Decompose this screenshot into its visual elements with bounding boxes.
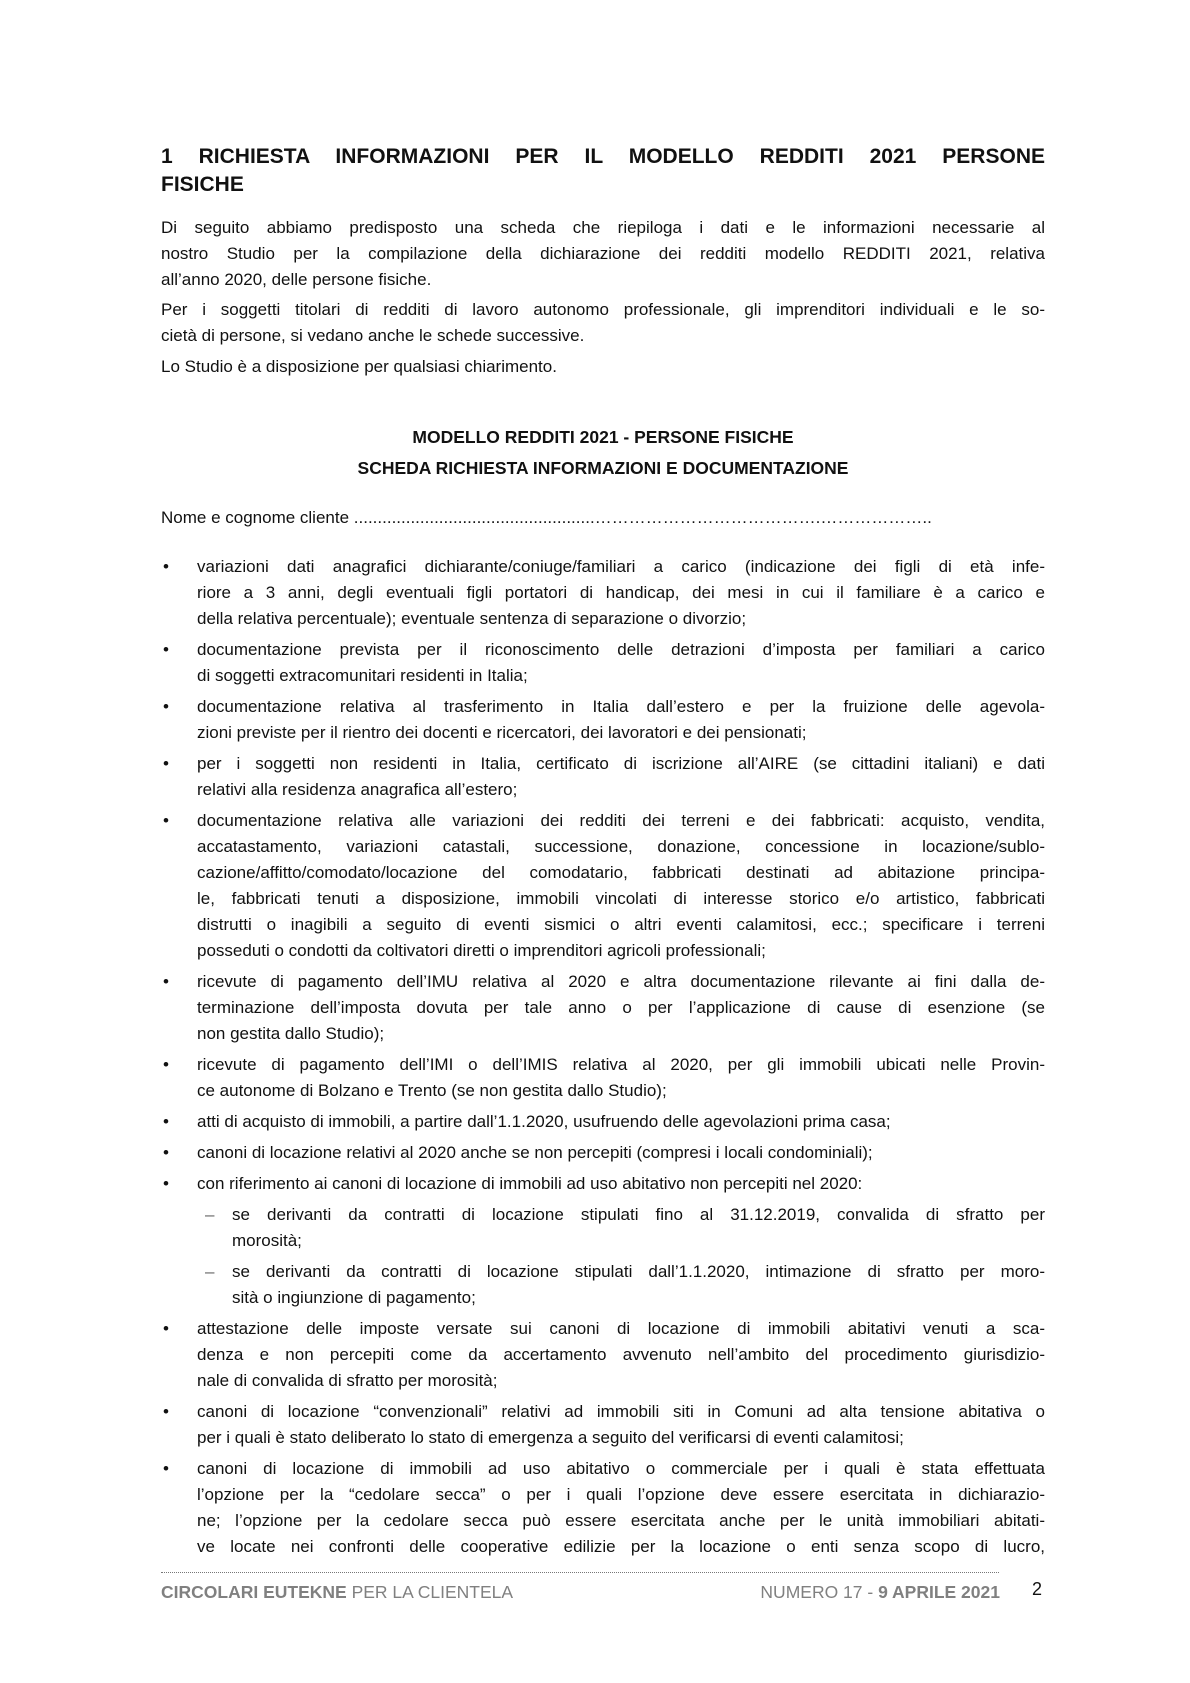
text-line: cazione/affitto/comodato/locazione del comodatario, fabbricati destinati ad abitazione principa-	[197, 863, 1045, 882]
footer-divider	[161, 1572, 999, 1573]
intro-paragraph-2	[161, 297, 1045, 349]
bullet-icon: •	[163, 640, 169, 659]
bullet-icon: •	[163, 1402, 169, 1421]
text-line: ne; l’opzione per la cedolare secca può essere esercitata anche per le unità immobiliari abitati-	[197, 1511, 1045, 1530]
bullet-icon: •	[163, 1459, 169, 1478]
text-line: riore a 3 anni, degli eventuali figli portatori di handicap, dei mesi in cui il familiare è a carico e	[197, 583, 1045, 602]
text-line: canoni di locazione di immobili ad uso abitativo o commerciale per i quali è stata effettuata	[197, 1459, 1045, 1478]
text-line: per i soggetti non residenti in Italia, certificato di iscrizione all’AIRE (se cittadini italiani) e dati	[197, 754, 1045, 773]
footer-issue-number: NUMERO 17 -	[760, 1582, 879, 1602]
text-line: ricevute di pagamento dell’IMI o dell’IMIS relativa al 2020, per gli immobili ubicati nelle Provin-	[197, 1055, 1045, 1074]
text-line: Per i soggetti titolari di redditi di lavoro autonomo professionale, gli imprenditori individuali e le so-	[161, 300, 1045, 319]
text-line: se derivanti da contratti di locazione stipulati dall’1.1.2020, intimazione di sfratto per moro-	[232, 1262, 1045, 1281]
text-line: se derivanti da contratti di locazione stipulati fino al 31.12.2019, convalida di sfratto per	[232, 1205, 1045, 1224]
checklist-item	[161, 1456, 1045, 1560]
intro-paragraph-1	[161, 215, 1045, 293]
footer-issue	[760, 1581, 1000, 1603]
text-line: distrutti o inagibili a seguito di eventi sismici o altri eventi calamitosi, ecc.; specificare i terreni	[197, 915, 1045, 934]
text-line: Lo Studio è a disposizione per qualsiasi chiarimento.	[161, 357, 557, 376]
text-line: documentazione prevista per il riconoscimento delle detrazioni d’imposta per familiari a carico	[197, 640, 1045, 659]
checklist-item	[161, 808, 1045, 964]
text-line: nale di convalida di sfratto per morosità;	[197, 1371, 498, 1390]
text-line: sità o ingiunzione di pagamento;	[232, 1288, 476, 1307]
bullet-icon: •	[163, 1174, 169, 1193]
text-line: ricevute di pagamento dell’IMU relativa al 2020 e altra documentazione rilevante ai fini dalla de-	[197, 972, 1045, 991]
checklist-subitem	[161, 1259, 1045, 1311]
intro-paragraph-3	[161, 354, 1045, 380]
footer-publication	[161, 1581, 513, 1603]
text-line: ve locate nei confronti delle cooperative edilizie per la locazione o enti senza scopo di lucro,	[197, 1537, 1045, 1556]
text-line: all’anno 2020, delle persone fisiche.	[161, 270, 432, 289]
bullet-icon: •	[163, 697, 169, 716]
client-name-field	[161, 505, 1045, 531]
text-line: FISICHE	[161, 173, 244, 196]
checklist-item	[161, 969, 1045, 1047]
checklist-item	[161, 1109, 1045, 1135]
section-heading	[161, 143, 1045, 199]
text-line: le, fabbricati tenuti a disposizione, immobili vincolati di interesse storico e/o artistico, fabbricati	[197, 889, 1045, 908]
bullet-icon: •	[163, 557, 169, 576]
text-line: documentazione relativa alle variazioni dei redditi dei terreni e dei fabbricati: acquisto, vendita,	[197, 811, 1045, 830]
checklist-item	[161, 694, 1045, 746]
footer-publication-rest: PER LA CLIENTELA	[346, 1582, 514, 1602]
page-number: 2	[1032, 1579, 1043, 1599]
checklist-item	[161, 1171, 1045, 1311]
client-name-blank: ...................................................………………………………….………………..	[353, 508, 932, 527]
text-line: canoni di locazione “convenzionali” relativi ad immobili siti in Comuni ad alta tensione abitativa o	[197, 1402, 1045, 1421]
text-line: ce autonome di Bolzano e Trento (se non gestita dallo Studio);	[197, 1081, 667, 1100]
text-line: zioni previste per il rientro dei docenti e ricercatori, dei lavoratori e dei pensionati;	[197, 723, 807, 742]
text-line: di soggetti extracomunitari residenti in Italia;	[197, 666, 528, 685]
text-line: con riferimento ai canoni di locazione di immobili ad uso abitativo non percepiti nel 2020:	[197, 1174, 863, 1193]
text-line: cietà di persone, si vedano anche le schede successive.	[161, 326, 585, 345]
text-line: l’opzione per la “cedolare secca” o per i quali l’opzione deve essere esercitata in dichiarazio-	[197, 1485, 1045, 1504]
text-line: documentazione relativa al trasferimento in Italia dall’estero e per la fruizione delle agevola-	[197, 697, 1045, 716]
bullet-icon: •	[163, 1055, 169, 1074]
checklist-item	[161, 1052, 1045, 1104]
text-line: per i quali è stato deliberato lo stato di emergenza a seguito del verificarsi di eventi calamitosi;	[197, 1428, 904, 1447]
form-subtitle: SCHEDA RICHIESTA INFORMAZIONI E DOCUMENTAZIONE	[357, 458, 849, 478]
document-checklist	[161, 554, 1045, 1565]
text-line: della relativa percentuale); eventuale sentenza di separazione o divorzio;	[197, 609, 747, 628]
text-line: variazioni dati anagrafici dichiarante/coniuge/familiari a carico (indicazione dei figli di età infe-	[197, 557, 1045, 576]
dash-icon: –	[205, 1262, 215, 1281]
text-line: posseduti o condotti da coltivatori diretti o imprenditori agricoli professionali;	[197, 941, 766, 960]
text-line: terminazione dell’imposta dovuta per tale anno o per l’applicazione di cause di esenzione (se	[197, 998, 1045, 1017]
checklist-item	[161, 1399, 1045, 1451]
bullet-icon: •	[163, 811, 169, 830]
form-title: MODELLO REDDITI 2021 - PERSONE FISICHE	[412, 427, 794, 447]
footer-publication-bold: CIRCOLARI EUTEKNE	[161, 1582, 347, 1602]
client-name-label: Nome e cognome cliente	[161, 508, 350, 527]
text-line: non gestita dallo Studio);	[197, 1024, 385, 1043]
bullet-icon: •	[163, 1112, 169, 1131]
checklist-item	[161, 554, 1045, 632]
text-line: relativi alla residenza anagrafica all’estero;	[197, 780, 518, 799]
text-line: atti di acquisto di immobili, a partire dall’1.1.2020, usufruendo delle agevolazioni prima casa;	[197, 1112, 891, 1131]
checklist-item	[161, 751, 1045, 803]
checklist-item	[161, 637, 1045, 689]
checklist-item	[161, 1316, 1045, 1394]
bullet-icon: •	[163, 1143, 169, 1162]
text-line: accatastamento, variazioni catastali, successione, donazione, concessione in locazione/sublo-	[197, 837, 1045, 856]
text-line: denza e non percepiti come da accertamento avvenuto nell’ambito del procedimento giurisdizio-	[197, 1345, 1045, 1364]
text-line: morosità;	[232, 1231, 302, 1250]
footer-issue-date: 9 APRILE 2021	[878, 1582, 1000, 1602]
text-line: attestazione delle imposte versate sui canoni di locazione di immobili abitativi venuti a sca-	[197, 1319, 1045, 1338]
text-line: nostro Studio per la compilazione della dichiarazione dei redditi modello REDDITI 2021, relativa	[161, 244, 1045, 263]
text-line: canoni di locazione relativi al 2020 anche se non percepiti (compresi i locali condominiali);	[197, 1143, 873, 1162]
dash-icon: –	[205, 1205, 215, 1224]
checklist-item	[161, 1140, 1045, 1166]
bullet-icon: •	[163, 754, 169, 773]
bullet-icon: •	[163, 1319, 169, 1338]
bullet-icon: •	[163, 972, 169, 991]
text-line: 1 RICHIESTA INFORMAZIONI PER IL MODELLO REDDITI 2021 PERSONE	[161, 145, 1045, 168]
checklist-subitem	[161, 1202, 1045, 1254]
text-line: Di seguito abbiamo predisposto una scheda che riepiloga i dati e le informazioni necessarie al	[161, 218, 1045, 237]
